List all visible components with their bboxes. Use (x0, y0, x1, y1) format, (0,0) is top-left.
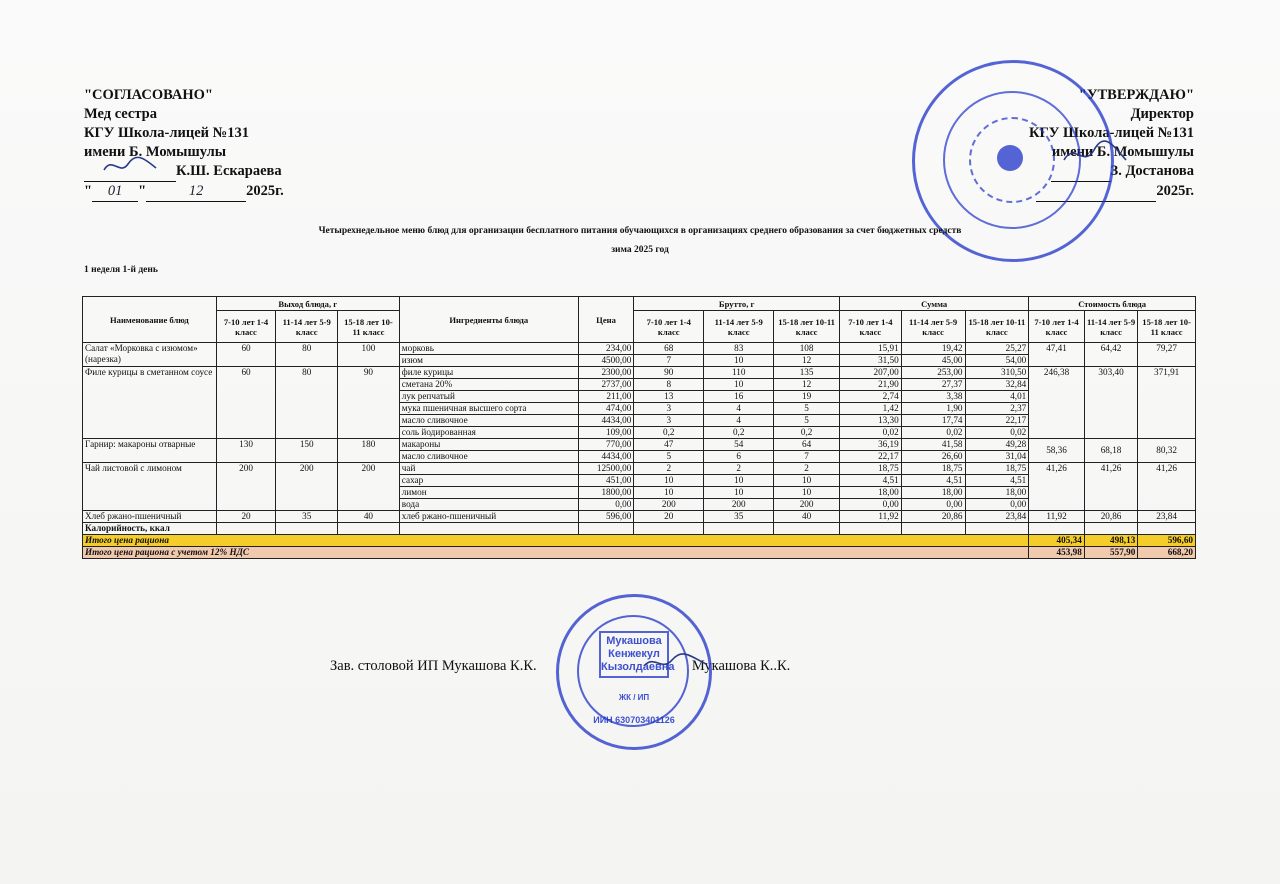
total-vat-value: 557,90 (1084, 547, 1137, 559)
cost-group-1: 7-10 лет 1-4 класс (1029, 311, 1085, 343)
dish-cost: 68,18 (1084, 439, 1137, 463)
dish-output: 200 (216, 463, 276, 511)
sum-value: 41,58 (901, 439, 965, 451)
date-year-right: 2025г. (1156, 183, 1194, 199)
dish-output: 35 (276, 511, 338, 523)
dish-cost: 303,40 (1084, 367, 1137, 439)
dish-cost: 11,92 (1029, 511, 1085, 523)
brutto-value: 108 (774, 343, 840, 355)
brutto-value: 3 (634, 403, 704, 415)
out-group-1: 7-10 лет 1-4 класс (216, 311, 276, 343)
brutto-value: 110 (704, 367, 774, 379)
date-line-left: " 01 " 12 2025г. (84, 182, 284, 202)
sum-value: 207,00 (840, 367, 902, 379)
brutto-value: 0,2 (704, 427, 774, 439)
brutto-value: 35 (704, 511, 774, 523)
sum-value: 32,84 (965, 379, 1029, 391)
brutto-value: 5 (634, 451, 704, 463)
col-dish-name: Наименование блюд (83, 297, 217, 343)
brutto-value: 7 (774, 451, 840, 463)
date-day: 01 (92, 182, 138, 202)
brutto-value: 4 (704, 415, 774, 427)
dish-output: 180 (338, 439, 400, 463)
sum-value: 45,00 (901, 355, 965, 367)
brutto-value: 7 (634, 355, 704, 367)
menu-table (82, 296, 1196, 559)
brutto-value: 10 (704, 487, 774, 499)
sum-value: 25,27 (965, 343, 1029, 355)
brutto-value: 20 (634, 511, 704, 523)
table-row (83, 343, 1196, 355)
dish-cost: 64,42 (1084, 343, 1137, 367)
brutto-value: 54 (704, 439, 774, 451)
dish-name: Чай листовой с лимоном (83, 463, 217, 511)
ingredient-price: 4500,00 (578, 355, 634, 367)
col-sum: Сумма (840, 297, 1029, 311)
sum-value: 18,75 (901, 463, 965, 475)
sum-value: 2,37 (965, 403, 1029, 415)
stamp-surname: Мукашова (606, 635, 662, 647)
canteen-head-name: Мукашова К..К. (691, 658, 791, 674)
total-vat-value: 668,20 (1138, 547, 1196, 559)
sum-value: 4,01 (965, 391, 1029, 403)
school-name-right: КГУ Школа-лицей №131 (1029, 125, 1194, 141)
table-row (83, 463, 1196, 475)
brutto-value: 0,2 (774, 427, 840, 439)
brutto-value: 19 (774, 391, 840, 403)
ingredient-price: 12500,00 (578, 463, 634, 475)
sum-value: 18,75 (840, 463, 902, 475)
ingredient-price: 0,00 (578, 499, 634, 511)
brutto-value: 200 (704, 499, 774, 511)
sum-value: 2,74 (840, 391, 902, 403)
ingredient-price: 211,00 (578, 391, 634, 403)
brutto-value: 16 (704, 391, 774, 403)
approval-block-left (84, 86, 284, 202)
dish-cost: 41,26 (1029, 463, 1085, 511)
stamp-patronymic: Кызолдаевна (601, 661, 675, 673)
brutto-value: 90 (634, 367, 704, 379)
sum-value: 18,00 (901, 487, 965, 499)
menu-title (180, 222, 1100, 260)
dish-output: 20 (216, 511, 276, 523)
brutto-value: 64 (774, 439, 840, 451)
brutto-group-3: 15-18 лет 10-11 класс (774, 311, 840, 343)
sum-value: 49,28 (965, 439, 1029, 451)
brutto-value: 8 (634, 379, 704, 391)
sum-group-2: 11-14 лет 5-9 класс (901, 311, 965, 343)
sum-value: 21,90 (840, 379, 902, 391)
dish-cost: 41,26 (1138, 463, 1196, 511)
brutto-value: 10 (704, 355, 774, 367)
canteen-head-label: Зав. столовой ИП Мукашова К.К. (330, 658, 537, 674)
ingredient-price: 2737,00 (578, 379, 634, 391)
dish-output: 150 (276, 439, 338, 463)
dish-output: 100 (338, 343, 400, 367)
total-value: 498,13 (1084, 535, 1137, 547)
ingredient-name: лимон (399, 487, 578, 499)
week-day-label: 1 неделя 1-й день (84, 265, 158, 275)
brutto-value: 0,2 (634, 427, 704, 439)
dish-cost: 58,36 (1029, 439, 1085, 463)
sum-value: 15,91 (840, 343, 902, 355)
agreed-label: "СОГЛАСОВАНО" (84, 87, 213, 103)
nurse-label: Мед сестра (84, 106, 157, 122)
brutto-value: 83 (704, 343, 774, 355)
sum-value: 4,51 (965, 475, 1029, 487)
dish-name: Филе курицы в сметанном соусе (83, 367, 217, 439)
nurse-name: К.Ш. Ескараева (176, 163, 282, 179)
school-named-after-left: имени Б. Момышулы (84, 144, 227, 160)
ingredient-price: 4434,00 (578, 451, 634, 463)
sum-group-1: 7-10 лет 1-4 класс (840, 311, 902, 343)
sum-value: 22,17 (965, 415, 1029, 427)
sum-value: 13,30 (840, 415, 902, 427)
ingredient-name: мука пшеничная высшего сорта (399, 403, 578, 415)
dish-cost: 371,91 (1138, 367, 1196, 439)
school-name-left: КГУ Школа-лицей №131 (84, 125, 249, 141)
ingredient-price: 770,00 (578, 439, 634, 451)
brutto-value: 10 (704, 379, 774, 391)
ingredient-price: 1800,00 (578, 487, 634, 499)
approve-label: "УТВЕРЖДАЮ" (1078, 87, 1194, 103)
sum-value: 20,86 (901, 511, 965, 523)
sum-value: 4,51 (840, 475, 902, 487)
sum-value: 23,84 (965, 511, 1029, 523)
total-vat-value: 453,98 (1029, 547, 1085, 559)
school-named-after-right: имени Б. Момышулы (1051, 144, 1194, 160)
brutto-group-1: 7-10 лет 1-4 класс (634, 311, 704, 343)
director-label: Директор (1130, 106, 1194, 122)
dish-cost: 20,86 (1084, 511, 1137, 523)
ingredient-price: 4434,00 (578, 415, 634, 427)
col-ingredients: Ингредиенты блюда (399, 297, 578, 343)
brutto-value: 2 (634, 463, 704, 475)
brutto-value: 10 (774, 475, 840, 487)
ingredient-name: вода (399, 499, 578, 511)
total-label: Итого цена рациона (83, 535, 1029, 547)
sum-value: 4,51 (901, 475, 965, 487)
ingredient-name: чай (399, 463, 578, 475)
ingredient-name: изюм (399, 355, 578, 367)
dish-cost: 246,38 (1029, 367, 1085, 439)
out-group-3: 15-18 лет 10-11 класс (338, 311, 400, 343)
sum-value: 253,00 (901, 367, 965, 379)
brutto-value: 40 (774, 511, 840, 523)
sum-value: 54,00 (965, 355, 1029, 367)
total-vat-row (83, 547, 1196, 559)
dish-cost: 41,26 (1084, 463, 1137, 511)
menu-title-line1: Четырехнедельное меню блюд для организации бесплатного питания обучающихся в организациях среднего образования за счет бюджетных средств (318, 226, 962, 236)
total-row (83, 535, 1196, 547)
brutto-value: 10 (634, 487, 704, 499)
dish-output: 90 (338, 367, 400, 439)
table-row (83, 367, 1196, 379)
col-cost: Стоимость блюда (1029, 297, 1196, 311)
stamp-firstname: Кенжекул (608, 648, 660, 660)
sum-value: 1,90 (901, 403, 965, 415)
sum-group-3: 15-18 лет 10-11 класс (965, 311, 1029, 343)
dish-output: 40 (338, 511, 400, 523)
ingredient-name: лук репчатый (399, 391, 578, 403)
brutto-value: 4 (704, 403, 774, 415)
ingredient-name: сметана 20% (399, 379, 578, 391)
sum-value: 0,02 (965, 427, 1029, 439)
stamp-inn: ИИН 630703401126 (593, 715, 675, 725)
sum-value: 0,02 (840, 427, 902, 439)
cost-group-2: 11-14 лет 5-9 класс (1084, 311, 1137, 343)
sum-value: 19,42 (901, 343, 965, 355)
brutto-value: 5 (774, 403, 840, 415)
brutto-value: 135 (774, 367, 840, 379)
dish-name: Салат «Морковка с изюмом» (нарезка) (83, 343, 217, 367)
brutto-value: 10 (704, 475, 774, 487)
ingredient-name: масло сливочное (399, 415, 578, 427)
brutto-value: 10 (774, 487, 840, 499)
sum-value: 1,42 (840, 403, 902, 415)
sum-value: 0,00 (840, 499, 902, 511)
total-value: 405,34 (1029, 535, 1085, 547)
sum-value: 0,02 (901, 427, 965, 439)
brutto-value: 6 (704, 451, 774, 463)
ingredient-price: 596,00 (578, 511, 634, 523)
nurse-signature-icon (100, 152, 160, 178)
date-month: 12 (146, 182, 246, 202)
sum-value: 18,00 (840, 487, 902, 499)
col-price: Цена (578, 297, 634, 343)
sum-value: 18,00 (965, 487, 1029, 499)
ingredient-name: хлеб ржано-пшеничный (399, 511, 578, 523)
brutto-value: 10 (634, 475, 704, 487)
stamp-ip: ЖК / ИП (618, 693, 650, 702)
cost-group-3: 15-18 лет 10-11 класс (1138, 311, 1196, 343)
sum-value: 310,50 (965, 367, 1029, 379)
dish-output: 80 (276, 343, 338, 367)
brutto-value: 3 (634, 415, 704, 427)
ingredient-price: 451,00 (578, 475, 634, 487)
dish-cost: 47,41 (1029, 343, 1085, 367)
table-row (83, 439, 1196, 451)
dish-output: 60 (216, 367, 276, 439)
date-year-left: 2025г. (246, 183, 284, 199)
ingredient-name: сахар (399, 475, 578, 487)
sum-value: 36,19 (840, 439, 902, 451)
brutto-value: 200 (774, 499, 840, 511)
col-brutto: Брутто, г (634, 297, 840, 311)
sum-value: 22,17 (840, 451, 902, 463)
sum-value: 31,04 (965, 451, 1029, 463)
brutto-value: 200 (634, 499, 704, 511)
brutto-value: 12 (774, 379, 840, 391)
sum-value: 3,38 (901, 391, 965, 403)
director-signature-icon (1060, 140, 1130, 170)
brutto-value: 12 (774, 355, 840, 367)
dish-cost: 79,27 (1138, 343, 1196, 367)
ingredient-name: филе курицы (399, 367, 578, 379)
sum-value: 11,92 (840, 511, 902, 523)
ingredient-price: 234,00 (578, 343, 634, 355)
director-name: З. Достанова (1110, 163, 1194, 179)
ingredient-name: макароны (399, 439, 578, 451)
sum-value: 0,00 (965, 499, 1029, 511)
dish-cost: 80,32 (1138, 439, 1196, 463)
out-group-2: 11-14 лет 5-9 класс (276, 311, 338, 343)
ingredient-price: 109,00 (578, 427, 634, 439)
dish-output: 60 (216, 343, 276, 367)
sum-value: 0,00 (901, 499, 965, 511)
ingredient-price: 2300,00 (578, 367, 634, 379)
ingredient-name: соль йодированная (399, 427, 578, 439)
sum-value: 17,74 (901, 415, 965, 427)
calorie-row (83, 523, 1196, 535)
brutto-value: 2 (704, 463, 774, 475)
dish-cost: 23,84 (1138, 511, 1196, 523)
brutto-value: 68 (634, 343, 704, 355)
ingredient-name: морковь (399, 343, 578, 355)
sum-value: 18,75 (965, 463, 1029, 475)
dish-output: 200 (338, 463, 400, 511)
ingredient-name: масло сливочное (399, 451, 578, 463)
dish-name: Хлеб ржано-пшеничный (83, 511, 217, 523)
total-value: 596,60 (1138, 535, 1196, 547)
menu-title-line2: зима 2025 год (611, 245, 669, 255)
brutto-value: 2 (774, 463, 840, 475)
brutto-value: 13 (634, 391, 704, 403)
sum-value: 31,50 (840, 355, 902, 367)
ingredient-price: 474,00 (578, 403, 634, 415)
sum-value: 26,60 (901, 451, 965, 463)
dish-name: Гарнир: макароны отварные (83, 439, 217, 463)
col-output: Выход блюда, г (216, 297, 399, 311)
brutto-group-2: 11-14 лет 5-9 класс (704, 311, 774, 343)
canteen-signature-icon (640, 650, 710, 676)
table-row (83, 511, 1196, 523)
dish-output: 130 (216, 439, 276, 463)
brutto-value: 5 (774, 415, 840, 427)
brutto-value: 47 (634, 439, 704, 451)
dish-output: 80 (276, 367, 338, 439)
sum-value: 27,37 (901, 379, 965, 391)
total-vat-label: Итого цена рациона с учетом 12% НДС (83, 547, 1029, 559)
dish-output: 200 (276, 463, 338, 511)
calorie-label: Калорийность, ккал (83, 523, 217, 535)
